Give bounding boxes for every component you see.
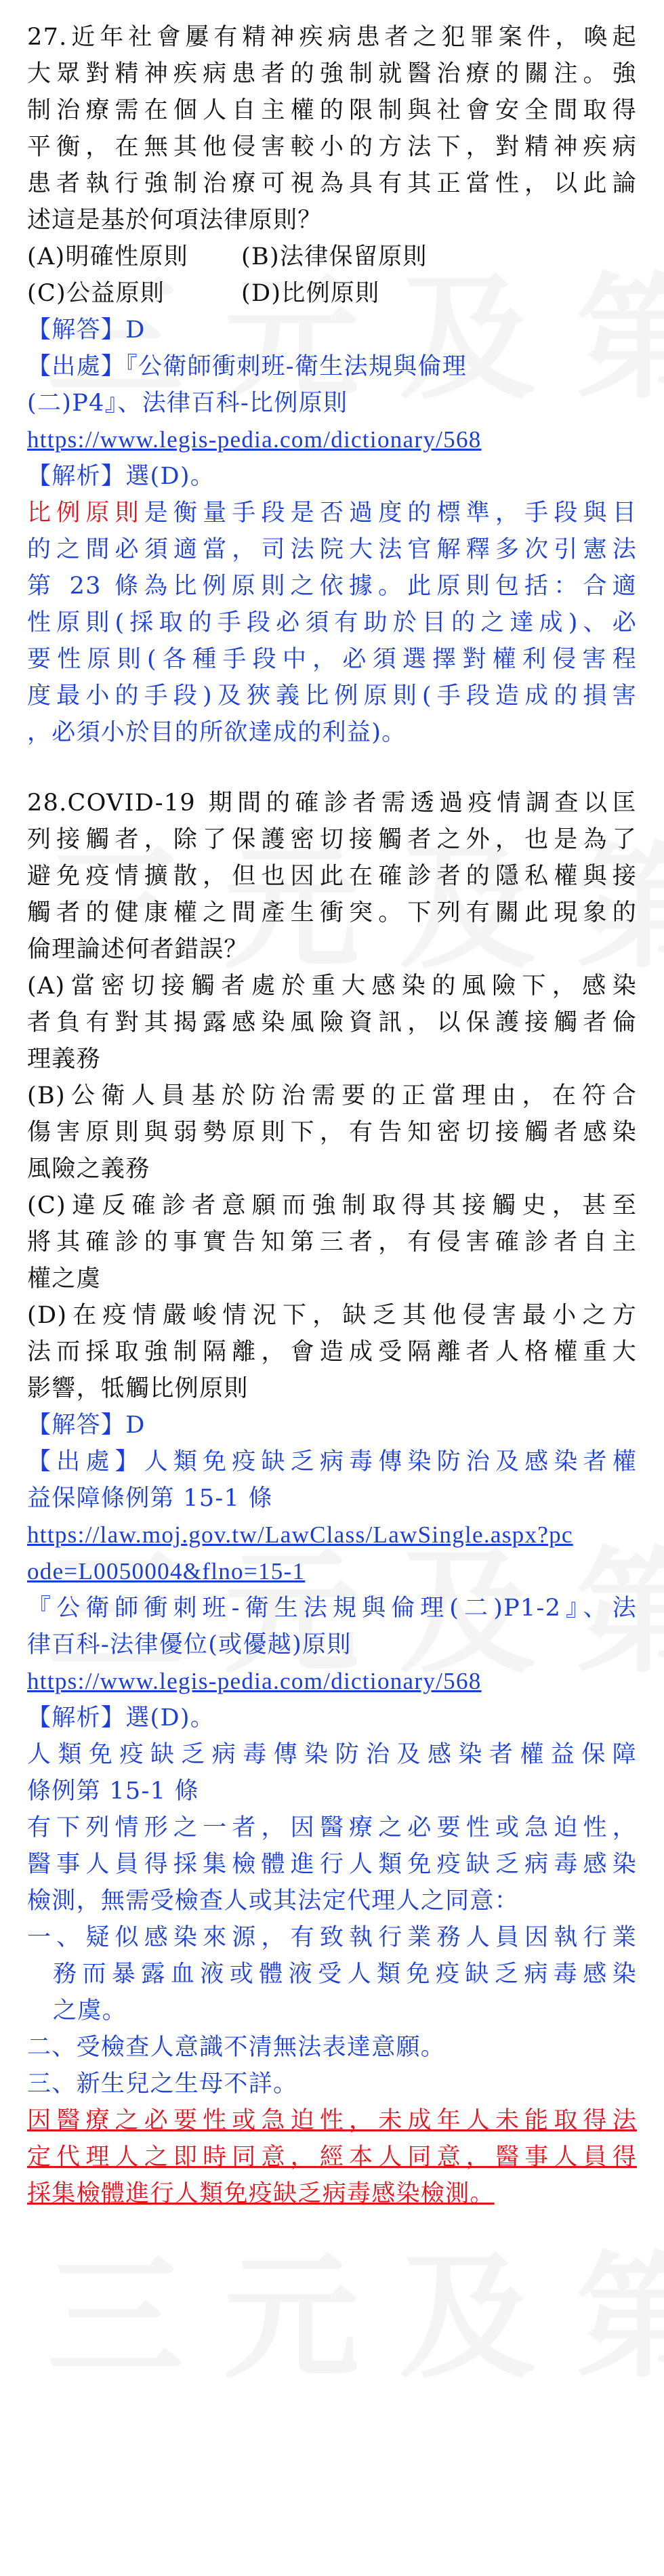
- q27-analysis-line: 的之間必須適當，司法院大法官解釋多次引憲法: [27, 536, 637, 563]
- q27-analysis-text: 是衡量手段是否過度的標準，手段與目: [144, 499, 638, 527]
- q28-analysis-head: 【解析】選(D)。: [27, 1704, 215, 1732]
- q27-analysis-line: 度最小的手段)及狹義比例原則(手段造成的損害: [27, 682, 637, 710]
- q28-source-line: 益保障條例第 15-1 條: [27, 1485, 273, 1512]
- q28-analysis-body: 有下列情形之一者，因醫療之必要性或急迫性，: [27, 1814, 637, 1841]
- q27-line: 平衡，在無其他侵害較小的方法下，對精神疾病: [27, 134, 637, 161]
- document-page: [27, 19, 637, 2212]
- q27-analysis: [27, 495, 637, 751]
- q27-line: 27.近年社會屢有精神疾病患者之犯罪案件，喚起: [27, 24, 637, 51]
- q28-source: [27, 1444, 637, 1517]
- q28-option-b-line: 風險之義務: [27, 1156, 150, 1183]
- q27-analysis-line: [27, 495, 637, 531]
- q28-analysis-body: 檢測，無需受檢查人或其法定代理人之同意：: [27, 1887, 520, 1915]
- q27-line: 患者執行強制治療可視為具有其正當性，以此論: [27, 170, 637, 197]
- q28-red-line: 定代理人之即時同意，經本人同意，醫事人員得: [27, 2144, 637, 2171]
- q28-analysis-body: 醫事人員得採集檢體進行人類免疫缺乏病毒感染: [27, 1851, 637, 1878]
- q27-line: 制治療需在個人自主權的限制與社會安全間取得: [27, 97, 637, 124]
- watermark: [47, 2209, 617, 2404]
- q28-option-a: [27, 968, 637, 1078]
- q28-source2-line: 律百科-法律優位(或優越)原則: [27, 1631, 352, 1658]
- q28-option-c-line: 權之虞: [27, 1265, 101, 1292]
- q28-option-b: [27, 1078, 637, 1187]
- q27-options-row: [27, 275, 637, 312]
- q27-line: 述這是基於何項法律原則？: [27, 207, 323, 234]
- q28-option-d-line: 法而採取強制隔離，會造成受隔離者人格權重大: [27, 1338, 637, 1366]
- q28-red-line: 採集檢體進行人類免疫缺乏病毒感染檢測。: [27, 2180, 495, 2207]
- q28-line: 列接觸者，除了保護密切接觸者之外，也是為了: [27, 826, 637, 853]
- q28-source2-link[interactable]: https://www.legis-pedia.com/dictionary/568: [27, 1668, 482, 1694]
- q27-analysis-line: 要性原則(各種手段中，必須選擇對權利侵害程: [27, 646, 637, 673]
- q27-analysis-line: 第 23 條為比例原則之依據。此原則包括：合適: [27, 573, 637, 600]
- q28-option-a-line: 者負有對其揭露感染風險資訊，以保護接觸者倫: [27, 1009, 637, 1036]
- q28-option-b-line: 傷害原則與弱勢原則下，有告知密切接觸者感染: [27, 1119, 637, 1146]
- q27-line: 大眾對精神疾病患者的強制就醫治療的關注。強: [27, 60, 637, 87]
- q27-source-link[interactable]: https://www.legis-pedia.com/dictionary/568: [27, 426, 482, 453]
- q28-red-line: 因醫療之必要性或急迫性，未成年人未能取得法: [27, 2107, 637, 2134]
- q28-question: [27, 785, 637, 968]
- q28-item-3: 三、新生兒之生母不詳。: [27, 2070, 298, 2098]
- q28-source-line: 【出處】人類免疫缺乏病毒傳染防治及感染者權: [27, 1448, 637, 1475]
- q27-question: [27, 19, 637, 239]
- q27-option-a: (A)明確性原則: [27, 243, 188, 270]
- q28-analysis: [27, 1736, 637, 2102]
- q28-item-1: 一、疑似感染來源，有致執行業務人員因執行業: [27, 1924, 637, 1951]
- q28-source2-line: 『公衛師衝刺班-衛生法規與倫理(二)P1-2』、法: [27, 1595, 637, 1622]
- q28-option-a-line: (A)當密切接觸者處於重大感染的風險下，感染: [27, 973, 637, 1000]
- q28-option-c-line: (C)違反確診者意願而強制取得其接觸史，甚至: [27, 1192, 637, 1219]
- question-gap: [27, 751, 637, 785]
- q28-line: 避免疫情擴散，但也因此在確診者的隱私權與接: [27, 863, 637, 890]
- q27-option-c: (C)公益原則: [27, 280, 165, 307]
- q27-analysis-term: 比例原則: [27, 499, 144, 527]
- q28-source-link[interactable]: ode=L0050004&flno=15-1: [27, 1558, 306, 1585]
- q28-line: 觸者的健康權之間產生衝突。下列有關此現象的: [27, 899, 637, 926]
- q27-option-b: (B)法律保留原則: [241, 243, 428, 270]
- q27-analysis-head: 【解析】選(D)。: [27, 463, 215, 490]
- q28-option-d: [27, 1297, 637, 1407]
- q28-option-a-line: 理義務: [27, 1046, 101, 1073]
- q28-answer: 【解答】D: [27, 1412, 146, 1439]
- q28-option-b-line: (B)公衛人員基於防治需要的正當理由，在符合: [27, 1082, 637, 1109]
- q28-item-1: 之虞。: [53, 1997, 127, 2024]
- q27-source: 【出處】『公衛師衝刺班-衛生法規與倫理: [27, 353, 468, 380]
- q28-analysis-title: 人類免疫缺乏病毒傳染防治及感染者權益保障: [27, 1741, 637, 1768]
- q27-answer: 【解答】D: [27, 316, 146, 344]
- q28-item-2: 二、受檢查人意識不清無法表達意願。: [27, 2034, 446, 2061]
- q27-option-d: (D)比例原則: [241, 280, 380, 307]
- q28-red-note: [27, 2102, 637, 2212]
- q28-option-d-line: (D)在疫情嚴峻情況下，缺乏其他侵害最小之方: [27, 1302, 637, 1329]
- q28-source-link[interactable]: https://law.moj.gov.tw/LawClass/LawSingle.aspx?pc: [27, 1521, 573, 1548]
- q27-analysis-line: 性原則(採取的手段必須有助於目的之達成)、必: [27, 609, 637, 636]
- q28-item-1: 務而暴露血液或體液受人類免疫缺乏病毒感染: [53, 1961, 637, 1988]
- q28-analysis-title: 條例第 15-1 條: [27, 1778, 199, 1805]
- q28-option-d-line: 影響，牴觸比例原則: [27, 1375, 249, 1402]
- q27-source: (二)P4』、法律百科-比例原則: [27, 390, 348, 417]
- q28-line: 28.COVID-19 期間的確診者需透過疫情調查以匡: [27, 790, 637, 817]
- q27-analysis-line: ，必須小於目的所欲達成的利益)。: [27, 719, 407, 746]
- q28-option-c-line: 將其確診的事實告知第三者，有侵害確診者自主: [27, 1229, 637, 1256]
- q28-option-c: [27, 1187, 637, 1297]
- q28-source2: [27, 1590, 637, 1663]
- q27-options-row: [27, 239, 637, 275]
- q28-line: 倫理論述何者錯誤？: [27, 936, 249, 963]
